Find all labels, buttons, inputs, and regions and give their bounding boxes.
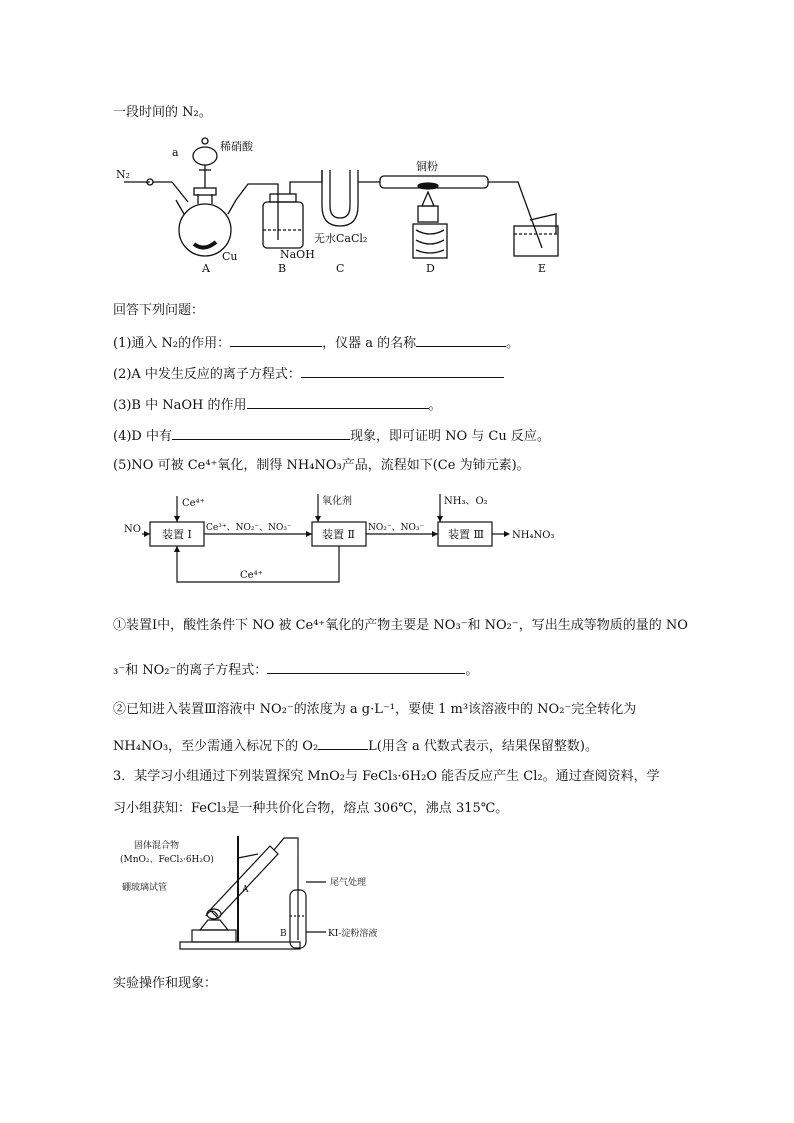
flow-output: NH₄NO₃ [512, 530, 555, 541]
acid-label: 稀硝酸 [220, 140, 253, 153]
flow-input: NO [124, 524, 141, 535]
sub-question-1-line-2: ₃⁻和 NO₂⁻的离子方程式： 。 [113, 660, 478, 680]
n2-label: N₂ [116, 168, 131, 181]
question-heading: 回答下列问题： [113, 303, 205, 318]
question-3-main-line-2: 习小组获知：FeCl₃是一种共价化合物，熔点 306℃，沸点 315℃。 [113, 801, 509, 816]
flow-box-1: 装置 Ⅰ [162, 528, 192, 541]
label-C: C [336, 262, 345, 275]
flow-box-3: 装置 Ⅲ [448, 528, 485, 541]
flow-arrow-2-3: NO₂⁻、NO₃⁻ [368, 523, 425, 533]
question-1: (1)通入 N₂的作用： ，仪器 a 的名称 。 [113, 333, 519, 353]
label-B: B [278, 262, 287, 275]
flow-diagram [120, 490, 560, 600]
cacl2-label: 无水CaCl₂ [314, 232, 368, 245]
question-3-main-line-1: 3．某学习小组通过下列装置探究 MnO₂与 FeCl₃·6H₂O 能否反应产生 Cl₂。通过查阅资料，学 [113, 769, 660, 784]
copper-powder-label: 铜粉 [416, 160, 438, 173]
tail-gas-label: 尾气处理 [330, 878, 367, 888]
label-A: A [202, 262, 210, 275]
fig2-label-B: B [280, 929, 287, 939]
label-D: D [426, 262, 435, 275]
sub-question-2-line-2: NH₄NO₃，至少需通入标况下的 O₂ L(用含 a 代数式表示，结果保留整数)。 [113, 736, 598, 756]
answer-blank-1b[interactable] [416, 333, 506, 347]
label-E: E [538, 262, 547, 275]
cu-label: Cu [222, 250, 238, 263]
sub-question-2-line-1: ②已知进入装置Ⅲ溶液中 NO₂⁻的浓度为 a g·L⁻¹，要使 1 m³该溶液中的 NO₂⁻完全转化为 [113, 702, 637, 717]
apparatus-figure-2 [120, 830, 410, 960]
intro-text: 一段时间的 N₂。 [113, 105, 212, 120]
apparatus-figure-1 [110, 130, 560, 280]
borosilicate-tube-label: 硼玻璃试管 [122, 883, 168, 893]
answer-blank-4[interactable] [172, 426, 350, 440]
flow-recycle: Ce⁴⁺ [240, 570, 263, 581]
flow-top-1: Ce⁴⁺ [182, 498, 205, 509]
operations-heading: 实验操作和现象： [113, 976, 218, 991]
solid-mixture-label: 固体混合物 [134, 841, 180, 851]
question-5: (5)NO 可被 Ce⁴⁺氧化，制得 NH₄NO₃产品，流程如下(Ce 为铈元素)。 [113, 458, 530, 473]
answer-blank-3[interactable] [247, 395, 429, 409]
solid-mixture-formula: (MnO₂、FeCl₃·6H₂O) [120, 855, 214, 865]
flow-box-2: 装置 Ⅱ [322, 528, 355, 541]
answer-blank-sub1[interactable] [267, 660, 465, 674]
question-2: (2)A 中发生反应的离子方程式： [113, 364, 504, 384]
a-label: a [172, 146, 179, 159]
flow-arrow-1-2: Ce³⁺、NO₂⁻、NO₃⁻ [206, 523, 292, 533]
answer-blank-sub2[interactable] [318, 736, 368, 750]
question-4: (4)D 中有 现象，即可证明 NO 与 Cu 反应。 [113, 426, 550, 446]
answer-blank-2[interactable] [301, 364, 504, 378]
answer-blank-1a[interactable] [230, 333, 322, 347]
question-3: (3)B 中 NaOH 的作用 。 [113, 395, 442, 415]
flow-top-2: 氧化剂 [322, 496, 352, 507]
flow-top-3: NH₃、O₂ [444, 496, 488, 507]
ki-starch-label: KI-淀粉溶液 [328, 929, 378, 939]
fig2-label-A: A [242, 885, 249, 895]
naoh-label: NaOH [280, 248, 315, 261]
sub-question-1-line-1: ①装置Ⅰ中，酸性条件下 NO 被 Ce⁴⁺氧化的产物主要是 NO₃⁻和 NO₂⁻，写出生成等物质的量的 NO [113, 618, 688, 633]
